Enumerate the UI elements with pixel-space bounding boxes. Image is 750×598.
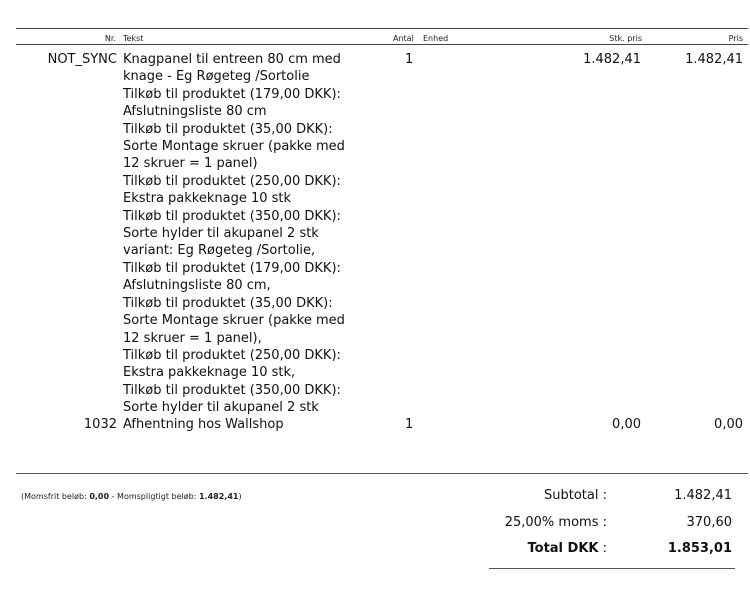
description-line: Afhentning hos Wallshop (123, 417, 284, 432)
row-1-nr: NOT_SYNC (47, 52, 117, 67)
vat-note-middle: - Momspligtigt beløb: (109, 492, 199, 501)
description-line: variant: Eg Røgeteg /Sortolie, (123, 243, 316, 259)
row-1-stk-pris: 1.482,41 (583, 52, 641, 67)
description-line: Tilkøb til produktet (179,00 DKK): (123, 260, 341, 276)
row-1-pris: 1.482,41 (685, 52, 743, 67)
vat-note (21, 492, 242, 501)
description-line: Sorte Montage skruer (pakke med (123, 139, 345, 155)
description-line: Knagpanel til entreen 80 cm med (123, 52, 341, 67)
description-line: Tilkøb til produktet (250,00 DKK): (123, 347, 341, 363)
footer-rule (16, 473, 748, 474)
description-line: Afslutningsliste 80 cm, (123, 278, 271, 294)
description-line: Afslutningsliste 80 cm (123, 104, 267, 120)
col-header-tekst: Tekst (123, 34, 144, 43)
description-line: Sorte Montage skruer (pakke med (123, 313, 345, 329)
vat-note-suffix: ) (238, 492, 242, 501)
description-line: knage - Eg Røgeteg /Sortolie (123, 69, 310, 85)
total-underline (489, 568, 735, 569)
row-2-nr: 1032 (83, 417, 117, 432)
subtotal-value: 1.482,41 (674, 488, 732, 503)
row-2-stk-pris: 0,00 (612, 417, 641, 432)
col-header-stk-pris: Stk. pris (609, 34, 642, 43)
col-header-nr: Nr. (104, 34, 116, 43)
row-1-description (123, 51, 345, 417)
vat-label: 25,00% moms : (504, 515, 607, 530)
row-2-description (123, 416, 284, 433)
description-line: Tilkøb til produktet (350,00 DKK): (123, 208, 341, 224)
description-line: 12 skruer = 1 panel), (123, 330, 262, 346)
row-2-pris: 0,00 (714, 417, 743, 432)
col-header-enhed: Enhed (423, 34, 449, 43)
subtotal-label: Subtotal : (544, 488, 607, 503)
row-1-antal: 1 (405, 52, 414, 67)
description-line: Tilkøb til produktet (350,00 DKK): (123, 382, 341, 398)
description-line: Sorte hylder til akupanel 2 stk (123, 226, 319, 242)
vat-taxable-amount: 1.482,41 (198, 492, 239, 501)
col-header-pris: Pris (728, 34, 743, 43)
total-label-text: Total DKK (527, 541, 599, 556)
col-header-antal: Antal (393, 34, 414, 43)
description-line: Tilkøb til produktet (250,00 DKK): (123, 173, 341, 189)
header-bottom-rule (16, 44, 748, 45)
description-line: Tilkøb til produktet (35,00 DKK): (123, 295, 333, 311)
row-2-antal: 1 (405, 417, 414, 432)
description-line: 12 skruer = 1 panel) (123, 156, 258, 172)
total-label-colon: : (598, 541, 607, 556)
total-label (447, 541, 607, 556)
vat-value: 370,60 (686, 515, 732, 530)
total-value: 1.853,01 (667, 541, 732, 556)
description-line: Ekstra pakkeknage 10 stk (123, 191, 292, 207)
vat-free-amount: 0,00 (89, 492, 110, 501)
description-line: Sorte hylder til akupanel 2 stk (123, 400, 319, 416)
header-top-rule (16, 28, 748, 29)
description-line: Tilkøb til produktet (179,00 DKK): (123, 86, 341, 102)
description-line: Ekstra pakkeknage 10 stk, (123, 365, 296, 381)
description-line: Tilkøb til produktet (35,00 DKK): (123, 121, 333, 137)
vat-note-prefix: (Momsfrit beløb: (21, 492, 90, 501)
